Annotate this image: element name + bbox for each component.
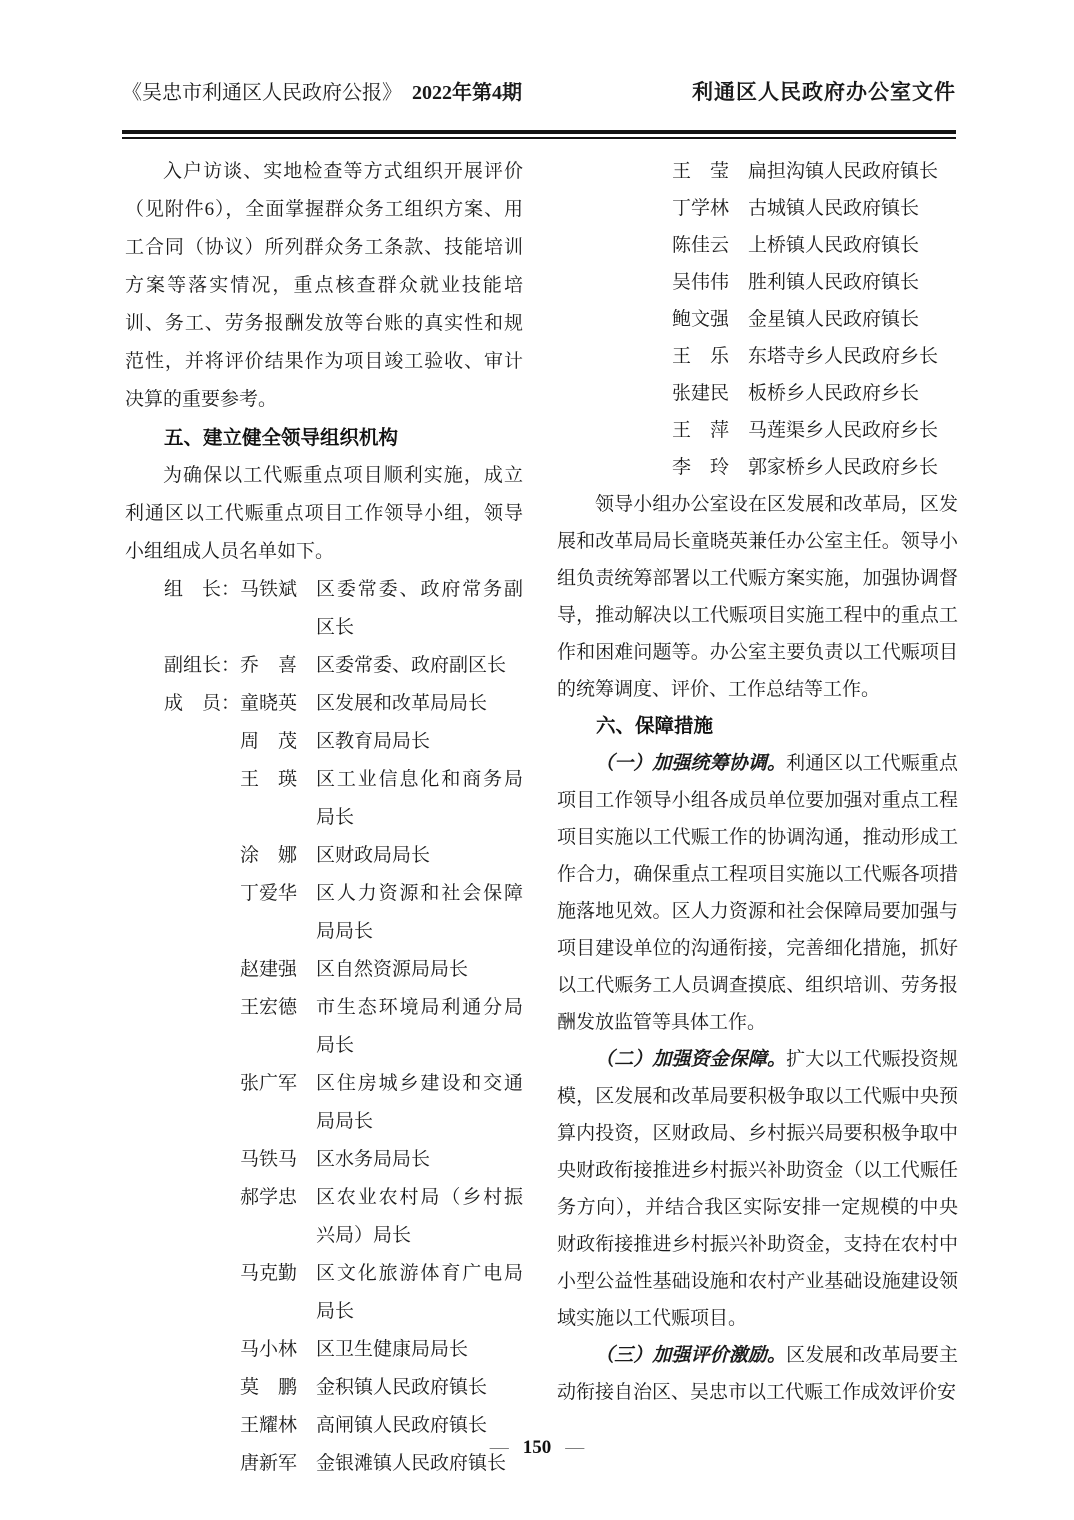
page-header	[0, 0, 1074, 139]
member-title: 区住房城乡建设和交通局局长	[316, 1073, 523, 1132]
member-row	[125, 761, 523, 837]
safeguard-item	[557, 1337, 958, 1411]
member-name: 马小林	[240, 1339, 298, 1360]
member-name: 童晓英	[240, 693, 298, 714]
gazette-title: 《吴忠市利通区人民政府公报》	[122, 82, 402, 104]
safeguard-item-lead: （三）加强评价激励。	[595, 1345, 787, 1366]
member-name: 陈佳云	[672, 235, 730, 256]
section-heading-6: 六、保障措施	[596, 715, 714, 737]
member-name: 王 萍	[672, 420, 730, 441]
member-name: 唐新军	[240, 1453, 298, 1474]
member-name: 王宏德	[240, 997, 298, 1018]
member-title: 区卫生健康局局长	[316, 1339, 469, 1360]
member-title: 金积镇人民政府镇长	[316, 1377, 488, 1398]
member-title: 区发展和改革局局长	[316, 693, 488, 714]
member-name: 丁爱华	[240, 883, 298, 904]
member-name: 李 玲	[672, 457, 730, 478]
member-title: 区自然资源局局长	[316, 959, 469, 980]
member-role	[125, 837, 240, 875]
member-title: 区人力资源和社会保障局局长	[316, 883, 523, 942]
member-title: 区委常委、政府副区长	[316, 655, 507, 676]
member-role	[125, 1369, 240, 1407]
member-row	[557, 264, 958, 301]
member-name: 马铁斌	[240, 579, 298, 600]
member-role	[125, 723, 240, 761]
leader-group-member-list-continued	[557, 153, 958, 486]
page-footer	[0, 1437, 1074, 1459]
member-role	[557, 301, 672, 338]
member-name: 马铁马	[240, 1149, 298, 1170]
safeguard-item-lead: （一）加强统筹协调。	[595, 753, 787, 774]
member-title: 区教育局局长	[316, 731, 431, 752]
member-title: 市生态环境局利通分局局长	[316, 997, 523, 1056]
member-title: 上桥镇人民政府镇长	[748, 235, 920, 256]
member-name: 周 茂	[240, 731, 298, 752]
member-title: 郭家桥乡人民政府乡长	[748, 457, 939, 478]
gazette-issue: 2022年第4期	[412, 82, 522, 104]
member-row	[125, 837, 523, 875]
page-number: 150	[522, 1437, 552, 1458]
member-title: 区工业信息化和商务局局长	[316, 769, 523, 828]
two-column-body	[0, 139, 1074, 1483]
member-role: 组 长：	[164, 579, 241, 600]
member-title: 东塔寺乡人民政府乡长	[748, 346, 939, 367]
member-name: 莫 鹏	[240, 1377, 298, 1398]
member-row	[557, 227, 958, 264]
member-row	[125, 875, 523, 951]
member-title: 扁担沟镇人民政府镇长	[748, 161, 939, 182]
member-row	[557, 449, 958, 486]
safeguard-item	[557, 1041, 958, 1337]
member-name: 鲍文强	[672, 309, 730, 330]
member-title: 古城镇人民政府镇长	[748, 198, 920, 219]
member-title: 金星镇人民政府镇长	[748, 309, 920, 330]
member-title: 区财政局局长	[316, 845, 431, 866]
right-column	[557, 153, 958, 1483]
member-row	[557, 301, 958, 338]
member-row	[557, 375, 958, 412]
member-row	[125, 1369, 523, 1407]
member-title: 区文化旅游体育广电局局长	[316, 1263, 523, 1322]
member-name: 王 莹	[672, 161, 730, 182]
member-name: 王耀林	[240, 1415, 298, 1436]
member-role	[125, 1065, 240, 1141]
member-row	[125, 1065, 523, 1141]
header-row	[122, 76, 956, 106]
member-title: 金银滩镇人民政府镇长	[316, 1453, 507, 1474]
footer-dash-right: —	[565, 1437, 585, 1458]
member-name: 乔 喜	[240, 655, 298, 676]
member-title: 马莲渠乡人民政府乡长	[748, 420, 939, 441]
member-row	[125, 571, 523, 647]
member-name: 张建民	[672, 383, 730, 404]
member-title: 区农业农村局（乡村振兴局）局长	[316, 1187, 523, 1246]
paragraph-office-duties: 领导小组办公室设在区发展和改革局，区发展和改革局局长童晓英兼任办公室主任。领导小组负责统筹部署以工代赈方案实施，加强协调督导，推动解决以工代赈项目实施工程中的重点工作和困难问题等。办公室主要负责以工代赈项目的统筹调度、评价、工作总结等工作。	[557, 494, 958, 700]
member-role	[557, 375, 672, 412]
member-name: 王 瑛	[240, 769, 298, 790]
safeguard-item-body: 扩大以工代赈投资规模，区发展和改革局要积极争取以工代赈中央预算内投资，区财政局、乡村振兴局要积极争取中央财政衔接推进乡村振兴补助资金（以工代赈任务方向），并结合我区实际安排一定规模的中央财政衔接推进乡村振兴补助资金，支持在农村中小型公益性基础设施和农村产业基础设施建设领域实施以工代赈项目。	[557, 1049, 958, 1329]
member-row	[125, 647, 523, 685]
member-row	[125, 1179, 523, 1255]
member-row	[125, 723, 523, 761]
member-role	[557, 338, 672, 375]
member-row	[125, 1255, 523, 1331]
footer-dash-left: —	[489, 1437, 509, 1458]
safeguard-item-body: 利通区以工代赈重点项目工作领导小组各成员单位要加强对重点工程项目实施以工代赈工作的协调沟通，推动形成工作合力，确保重点工程项目实施以工代赈各项措施落地见效。区人力资源和社会保障局要加强与项目建设单位的沟通衔接，完善细化措施，抓好以工代赈务工人员调查摸底、组织培训、劳务报酬发放监管等具体工作。	[557, 753, 958, 1033]
member-title: 高闸镇人民政府镇长	[316, 1415, 488, 1436]
member-row	[557, 412, 958, 449]
member-role: 成 员：	[164, 693, 241, 714]
member-name: 马克勤	[240, 1263, 298, 1284]
member-role	[557, 190, 672, 227]
leader-group-member-list	[125, 571, 523, 1483]
member-row	[125, 951, 523, 989]
member-role: 副组长：	[164, 655, 241, 676]
member-name: 郝学忠	[240, 1187, 298, 1208]
safeguard-measures-list	[557, 745, 958, 1411]
member-title: 胜利镇人民政府镇长	[748, 272, 920, 293]
member-row	[125, 1331, 523, 1369]
member-role	[125, 1141, 240, 1179]
member-role	[125, 1179, 240, 1255]
member-row	[557, 153, 958, 190]
member-role	[125, 875, 240, 951]
member-role	[125, 989, 240, 1065]
office-document-label: 利通区人民政府办公室文件	[692, 81, 956, 104]
member-row	[125, 685, 523, 723]
safeguard-item-body: 区发展和改革局要主动衔接自治区、吴忠市以工代赈工作成效评价安	[557, 1345, 958, 1403]
member-row	[125, 1141, 523, 1179]
member-title: 区水务局局长	[316, 1149, 431, 1170]
member-name: 吴伟伟	[672, 272, 730, 293]
member-name: 丁学林	[672, 198, 730, 219]
member-row	[557, 338, 958, 375]
member-role	[125, 1255, 240, 1331]
member-row	[557, 190, 958, 227]
safeguard-item-lead: （二）加强资金保障。	[595, 1049, 787, 1070]
member-role	[557, 449, 672, 486]
member-role	[125, 761, 240, 837]
header-left	[122, 76, 522, 105]
member-role	[125, 951, 240, 989]
section-heading-5: 五、建立健全领导组织机构	[164, 427, 399, 449]
member-role	[125, 1331, 240, 1369]
member-role	[557, 227, 672, 264]
member-name: 王 乐	[672, 346, 730, 367]
paragraph-leading-group: 为确保以工代赈重点项目顺利实施，成立利通区以工代赈重点项目工作领导小组，领导小组组成人员名单如下。	[125, 465, 523, 562]
member-title: 区委常委、政府常务副区长	[316, 579, 523, 638]
safeguard-item	[557, 745, 958, 1041]
paragraph-evaluation: 入户访谈、实地检查等方式组织开展评价（见附件6），全面掌握群众务工组织方案、用工合同（协议）所列群众务工条款、技能培训方案等落实情况，重点核查群众就业技能培训、务工、劳务报酬发放等台账的真实性和规范性，并将评价结果作为项目竣工验收、审计决算的重要参考。	[125, 161, 523, 410]
member-role	[557, 412, 672, 449]
header-double-rule	[122, 130, 956, 139]
member-role	[557, 153, 672, 190]
member-role	[557, 264, 672, 301]
left-column	[125, 153, 523, 1483]
member-row	[125, 989, 523, 1065]
member-name: 涂 娜	[240, 845, 298, 866]
member-title: 板桥乡人民政府乡长	[748, 383, 920, 404]
member-name: 张广军	[240, 1073, 298, 1094]
member-name: 赵建强	[240, 959, 298, 980]
